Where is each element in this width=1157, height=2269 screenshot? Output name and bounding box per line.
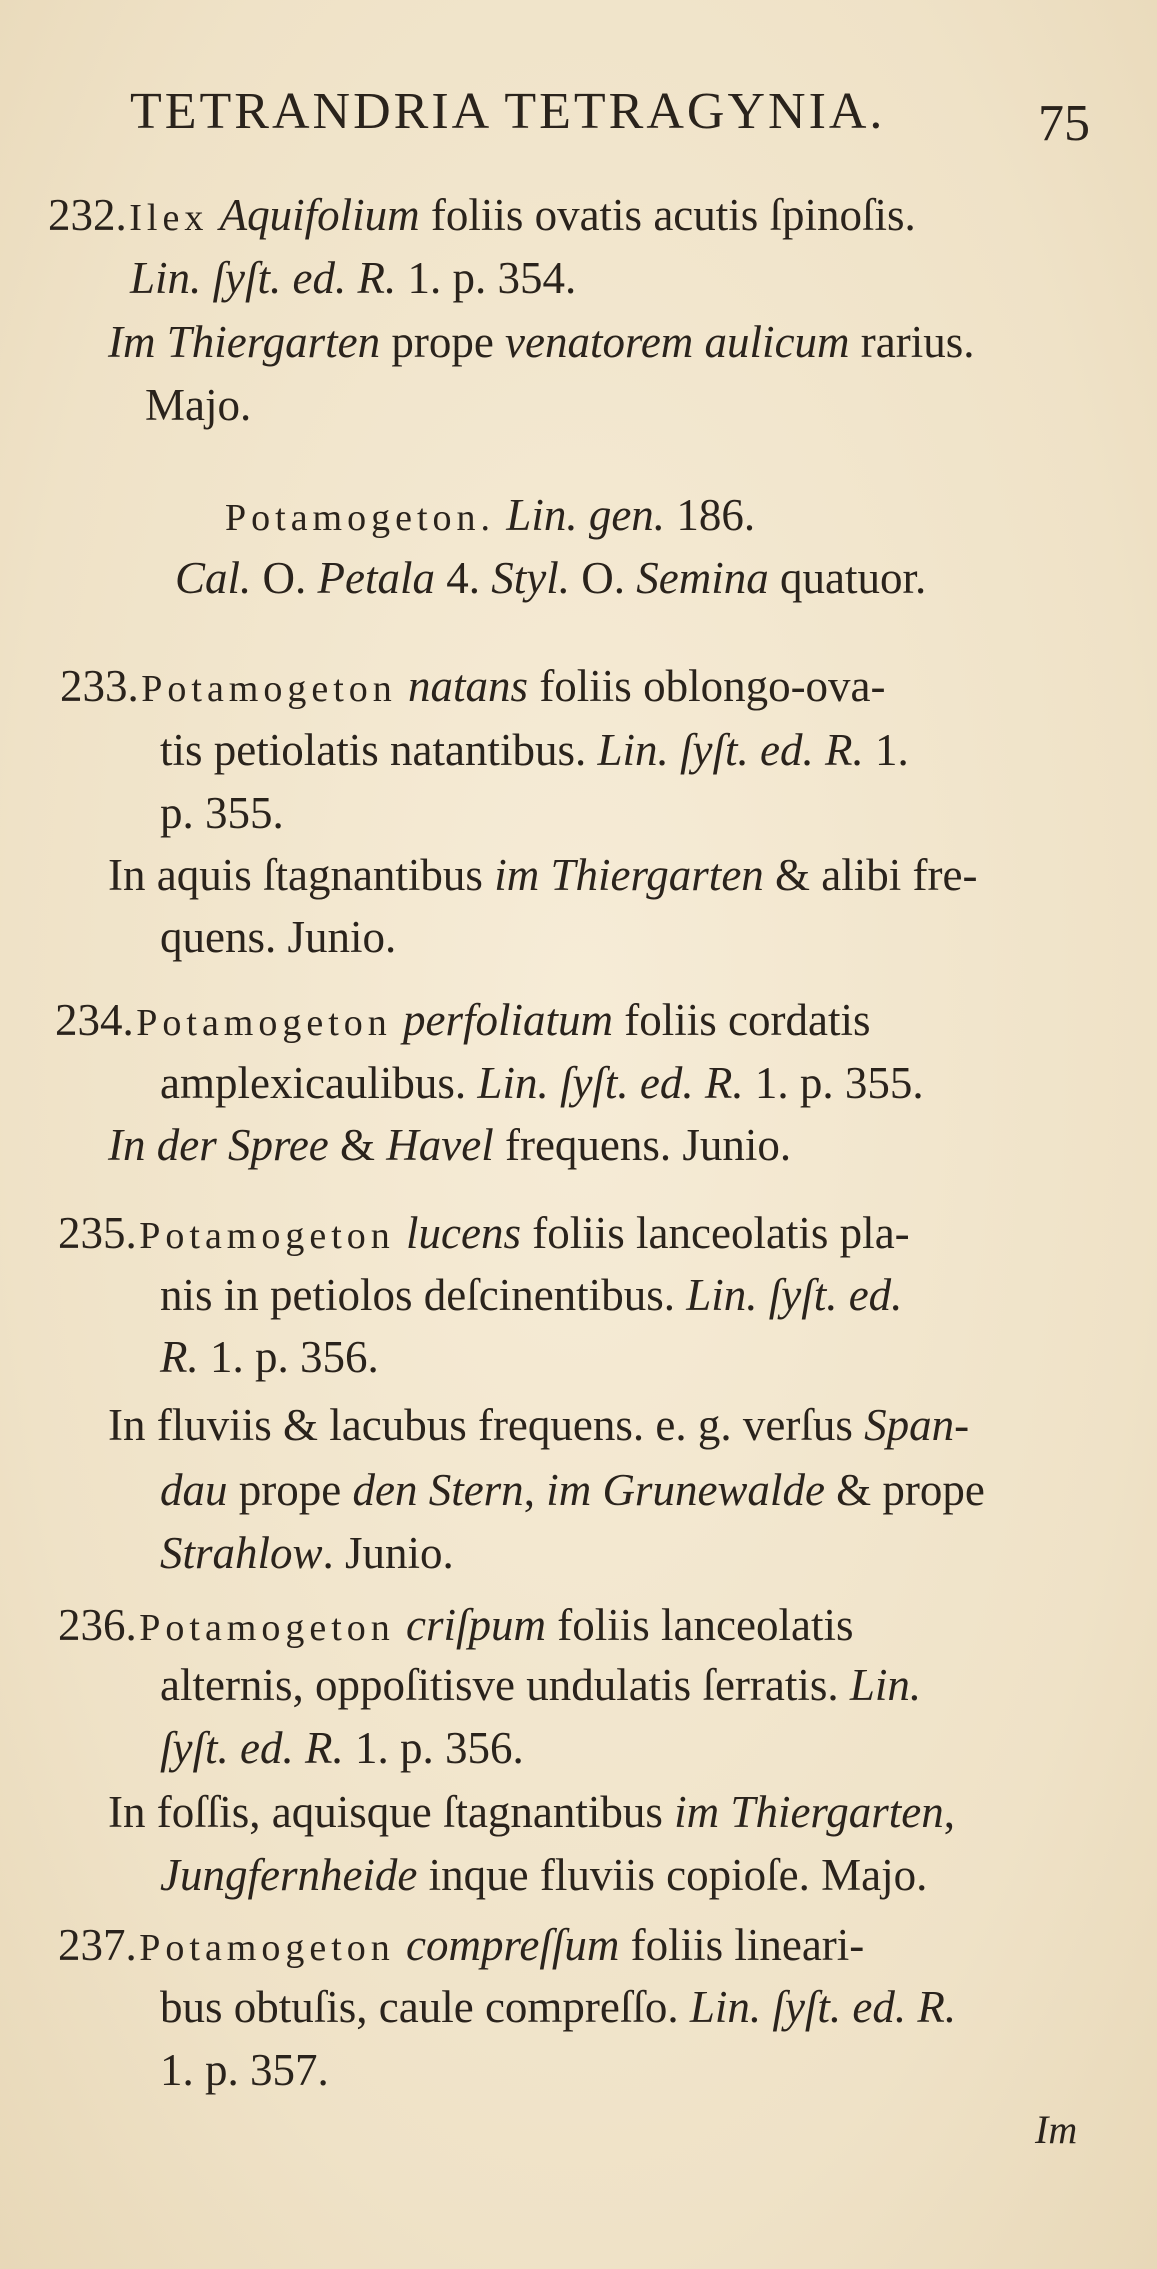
catchword: Im	[1035, 2107, 1078, 2152]
entry-line: p. 355.	[160, 788, 284, 838]
entry-number: 236.	[58, 1600, 137, 1650]
entry-line: nis in petiolos deſcinentibus. Lin. ſyſt. ed.	[160, 1270, 903, 1320]
entry-line: alternis, oppoſitisve undulatis ſerratis. Lin.	[160, 1660, 922, 1710]
entry-line: In der Spree & Havel frequens. Junio.	[108, 1120, 792, 1170]
entry-line: quens. Junio.	[160, 912, 397, 962]
running-head: TETRANDRIA TETRAGYNIA.	[130, 83, 886, 140]
entry-line: 1. p. 357.	[160, 2045, 329, 2095]
genus-heading-line: Potamogeton. Lin. gen. 186.	[225, 490, 756, 540]
page-number: 75	[1038, 95, 1090, 152]
entry-line: In aquis ſtagnantibus im Thiergarten & alibi fre-	[108, 850, 978, 900]
entry-line: R. 1. p. 356.	[160, 1332, 379, 1382]
page-header	[130, 82, 1090, 162]
entry-line: Jungfernheide inque fluviis copioſe. Majo.	[160, 1850, 928, 1900]
entry-line: 235. Potamogeton lucens foliis lanceolatis pla-	[58, 1203, 910, 1266]
entry-number: 234.	[55, 995, 134, 1045]
entry-line: 233. Potamogeton natans foliis oblongo-ova-	[60, 656, 886, 719]
entry-line: ſyſt. ed. R. 1. p. 356.	[160, 1723, 524, 1773]
entry-line: bus obtuſis, caule compreſſo. Lin. ſyſt. ed. R.	[160, 1982, 957, 2032]
entry-line: amplexicaulibus. Lin. ſyſt. ed. R. 1. p. 355.	[160, 1058, 924, 1108]
entry-line: dau prope den Stern, im Grunewalde & prope	[160, 1465, 985, 1515]
entry-line: 232. Ilex Aquifolium foliis ovatis acutis ſpinoſis.	[48, 185, 916, 248]
entry-line: tis petiolatis natantibus. Lin. ſyſt. ed. R. 1.	[160, 725, 909, 775]
entry-line: Strahlow. Junio.	[160, 1528, 454, 1578]
entry-number: 235.	[58, 1208, 137, 1258]
entry-number: 237.	[58, 1920, 137, 1970]
entry-number: 232.	[48, 190, 127, 240]
entry-number: 233.	[60, 661, 139, 711]
entry-line: 234. Potamogeton perfoliatum foliis cordatis	[55, 990, 871, 1053]
entry-line: 236. Potamogeton criſpum foliis lanceolatis	[58, 1595, 853, 1658]
entry-line: 237. Potamogeton compreſſum foliis lineari-	[58, 1915, 864, 1978]
entry-line: Majo.	[145, 380, 252, 430]
entry-line: In foſſis, aquisque ſtagnantibus im Thiergarten,	[108, 1787, 956, 1837]
genus-characters-line: Cal. O. Petala 4. Styl. O. Semina quatuor.	[175, 553, 927, 603]
entry-line: Im Thiergarten prope venatorem aulicum rarius.	[108, 317, 975, 367]
entry-line: Lin. ſyſt. ed. R. 1. p. 354.	[130, 253, 577, 303]
entry-line: In fluviis & lacubus frequens. e. g. verſus Span-	[108, 1400, 970, 1450]
